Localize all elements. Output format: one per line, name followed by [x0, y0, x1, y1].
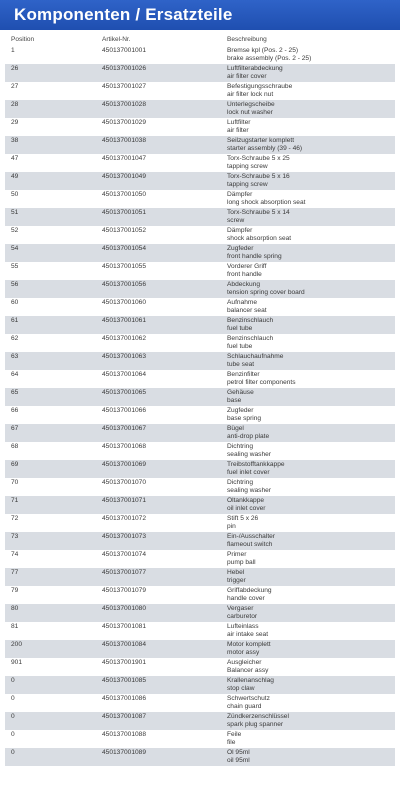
- article-number-cell: 450137001060: [102, 299, 147, 306]
- article-number-cell: 450137001027: [102, 83, 147, 90]
- description-cell: [227, 550, 395, 568]
- description-cell: [227, 748, 395, 766]
- position-cell: 0: [11, 695, 15, 702]
- description-english: tension spring cover board: [227, 289, 305, 296]
- table-row: [5, 730, 395, 748]
- article-number-cell: 450137001074: [102, 551, 147, 558]
- description-german: Treibstofftankkappe: [227, 461, 285, 468]
- description-german: Zündkerzenschlüssel: [227, 713, 289, 720]
- description-cell: [227, 280, 395, 298]
- article-number-cell: 450137001054: [102, 245, 147, 252]
- description-cell: [227, 82, 395, 100]
- article-number-cell: 450137001088: [102, 731, 147, 738]
- table-row: [5, 352, 395, 370]
- article-number-cell: 450137001001: [102, 47, 147, 54]
- description-english: lock nut washer: [227, 109, 273, 116]
- column-header-position: Position: [11, 36, 35, 43]
- description-english: flameout switch: [227, 541, 273, 548]
- position-cell: 68: [11, 443, 19, 450]
- position-cell: 61: [11, 317, 19, 324]
- table-row: [5, 262, 395, 280]
- article-number-cell: 450137001038: [102, 137, 147, 144]
- description-cell: [227, 352, 395, 370]
- table-row: [5, 478, 395, 496]
- table-row: [5, 244, 395, 262]
- description-german: Ein-/Ausschalter: [227, 533, 276, 540]
- position-cell: 74: [11, 551, 19, 558]
- article-number-cell: 450137001051: [102, 209, 147, 216]
- article-number-cell: 450137001064: [102, 371, 147, 378]
- position-cell: 54: [11, 245, 19, 252]
- description-english: starter assembly (39 - 46): [227, 145, 303, 152]
- position-cell: 56: [11, 281, 19, 288]
- description-cell: [227, 532, 395, 550]
- position-cell: 29: [11, 119, 19, 126]
- description-german: Dichtring: [227, 443, 254, 450]
- description-english: screw: [227, 217, 245, 224]
- article-number-cell: 450137001062: [102, 335, 147, 342]
- description-english: tube seat: [227, 361, 255, 368]
- table-row: [5, 208, 395, 226]
- description-english: front handle spring: [227, 253, 282, 260]
- table-row: [5, 748, 395, 766]
- table-row: [5, 712, 395, 730]
- page-title: Komponenten / Ersatzteile: [0, 0, 400, 30]
- article-number-cell: 450137001065: [102, 389, 147, 396]
- position-cell: 901: [11, 659, 23, 666]
- description-german: Gehäuse: [227, 389, 254, 396]
- description-cell: [227, 568, 395, 586]
- description-cell: [227, 208, 395, 226]
- description-cell: [227, 460, 395, 478]
- position-cell: 200: [11, 641, 23, 648]
- article-number-cell: 450137001067: [102, 425, 147, 432]
- description-cell: [227, 586, 395, 604]
- position-cell: 0: [11, 731, 15, 738]
- parts-table: [5, 34, 395, 766]
- position-cell: 65: [11, 389, 19, 396]
- description-english: file: [227, 739, 236, 746]
- position-cell: 0: [11, 677, 15, 684]
- description-cell: [227, 136, 395, 154]
- description-english: brake assembly (Pos. 2 - 25): [227, 55, 312, 62]
- table-row: [5, 658, 395, 676]
- article-number-cell: 450137001089: [102, 749, 147, 756]
- description-english: air intake seat: [227, 631, 269, 638]
- description-english: tapping screw: [227, 181, 268, 188]
- description-english: base spring: [227, 415, 262, 422]
- description-english: pump ball: [227, 559, 256, 566]
- description-cell: [227, 118, 395, 136]
- description-english: air filter: [227, 127, 249, 134]
- position-cell: 63: [11, 353, 19, 360]
- table-row: [5, 370, 395, 388]
- position-cell: 26: [11, 65, 19, 72]
- description-english: sealing washer: [227, 487, 271, 494]
- position-cell: 51: [11, 209, 19, 216]
- description-german: Griffabdeckung: [227, 587, 272, 594]
- description-cell: [227, 712, 395, 730]
- table-row: [5, 496, 395, 514]
- description-cell: [227, 64, 395, 82]
- position-cell: 70: [11, 479, 19, 486]
- description-cell: [227, 442, 395, 460]
- description-cell: [227, 388, 395, 406]
- position-cell: 77: [11, 569, 19, 576]
- description-cell: [227, 478, 395, 496]
- description-german: Seilzugstarter komplett: [227, 137, 295, 144]
- table-row: [5, 64, 395, 82]
- description-cell: [227, 100, 395, 118]
- article-number-cell: 450137001072: [102, 515, 147, 522]
- description-cell: [227, 658, 395, 676]
- description-english: fuel tube: [227, 343, 253, 350]
- position-cell: 38: [11, 137, 19, 144]
- table-body: [5, 46, 395, 766]
- table-row: [5, 118, 395, 136]
- description-cell: [227, 46, 395, 64]
- article-number-cell: 450137001026: [102, 65, 147, 72]
- position-cell: 0: [11, 749, 15, 756]
- table-row: [5, 640, 395, 658]
- article-number-cell: 450137001052: [102, 227, 147, 234]
- description-german: Torx-Schraube 5 x 16: [227, 173, 290, 180]
- description-german: Stift 5 x 26: [227, 515, 259, 522]
- article-number-cell: 450137001086: [102, 695, 147, 702]
- table-row: [5, 154, 395, 172]
- description-english: Balancer assy: [227, 667, 269, 674]
- column-header-description: Beschreibung: [227, 36, 267, 43]
- article-number-cell: 450137001070: [102, 479, 147, 486]
- table-row: [5, 604, 395, 622]
- description-cell: [227, 604, 395, 622]
- description-german: Aufnahme: [227, 299, 258, 306]
- table-row: [5, 694, 395, 712]
- table-row: [5, 190, 395, 208]
- table-row: [5, 82, 395, 100]
- description-german: Bremse kpl (Pos. 2 - 25): [227, 47, 299, 54]
- description-cell: [227, 316, 395, 334]
- table-row: [5, 406, 395, 424]
- article-number-cell: 450137001066: [102, 407, 147, 414]
- description-german: Krallenanschlag: [227, 677, 274, 684]
- description-german: Luftfilterabdeckung: [227, 65, 283, 72]
- description-cell: [227, 154, 395, 172]
- table-row: [5, 388, 395, 406]
- article-number-cell: 450137001079: [102, 587, 147, 594]
- description-german: Unterlegscheibe: [227, 101, 275, 108]
- description-english: long shock absorption seat: [227, 199, 306, 206]
- description-cell: [227, 334, 395, 352]
- description-cell: [227, 514, 395, 532]
- description-english: oil inlet cover: [227, 505, 266, 512]
- description-german: Schwertschutz: [227, 695, 270, 702]
- description-german: Ausgleicher: [227, 659, 262, 666]
- position-cell: 55: [11, 263, 19, 270]
- description-cell: [227, 730, 395, 748]
- description-cell: [227, 676, 395, 694]
- article-number-cell: 450137001901: [102, 659, 147, 666]
- description-german: Lufteinlass: [227, 623, 259, 630]
- position-cell: 49: [11, 173, 19, 180]
- description-german: Vergaser: [227, 605, 254, 612]
- description-english: air filter lock nut: [227, 91, 274, 98]
- position-cell: 28: [11, 101, 19, 108]
- article-number-cell: 450137001061: [102, 317, 147, 324]
- position-cell: 1: [11, 47, 15, 54]
- description-english: chain guard: [227, 703, 262, 710]
- table-row: [5, 514, 395, 532]
- article-number-cell: 450137001073: [102, 533, 147, 540]
- position-cell: 47: [11, 155, 19, 162]
- description-german: Öl 95ml: [227, 749, 250, 756]
- table-row: [5, 100, 395, 118]
- article-number-cell: 450137001085: [102, 677, 147, 684]
- description-cell: [227, 424, 395, 442]
- description-cell: [227, 262, 395, 280]
- description-german: Vorderer Griff: [227, 263, 267, 270]
- article-number-cell: 450137001081: [102, 623, 147, 630]
- description-german: Benzinschlauch: [227, 335, 274, 342]
- position-cell: 66: [11, 407, 19, 414]
- table-header: [5, 34, 395, 46]
- description-cell: [227, 226, 395, 244]
- description-german: Motor komplett: [227, 641, 271, 648]
- description-english: fuel inlet cover: [227, 469, 270, 476]
- position-cell: 80: [11, 605, 19, 612]
- description-english: petrol filter components: [227, 379, 296, 386]
- article-number-cell: 450137001069: [102, 461, 147, 468]
- position-cell: 72: [11, 515, 19, 522]
- description-cell: [227, 244, 395, 262]
- description-english: trigger: [227, 577, 246, 584]
- table-row: [5, 460, 395, 478]
- description-german: Bügel: [227, 425, 244, 432]
- table-row: [5, 676, 395, 694]
- description-german: Benzinfilter: [227, 371, 260, 378]
- position-cell: 67: [11, 425, 19, 432]
- position-cell: 71: [11, 497, 19, 504]
- position-cell: 62: [11, 335, 19, 342]
- table-row: [5, 532, 395, 550]
- description-german: Zugfeder: [227, 245, 254, 252]
- position-cell: 81: [11, 623, 19, 630]
- table-row: [5, 622, 395, 640]
- description-german: Hebel: [227, 569, 245, 576]
- description-english: pin: [227, 523, 236, 530]
- position-cell: 64: [11, 371, 19, 378]
- description-cell: [227, 496, 395, 514]
- table-row: [5, 136, 395, 154]
- table-row: [5, 226, 395, 244]
- article-number-cell: 450137001055: [102, 263, 147, 270]
- description-english: base: [227, 397, 242, 404]
- table-row: [5, 550, 395, 568]
- table-row: [5, 586, 395, 604]
- description-german: Zugfeder: [227, 407, 254, 414]
- description-english: tapping screw: [227, 163, 268, 170]
- position-cell: 79: [11, 587, 19, 594]
- table-row: [5, 568, 395, 586]
- table-row: [5, 316, 395, 334]
- description-english: front handle: [227, 271, 262, 278]
- description-english: anti-drop plate: [227, 433, 270, 440]
- description-cell: [227, 694, 395, 712]
- description-cell: [227, 622, 395, 640]
- description-german: Befestigungsschraube: [227, 83, 293, 90]
- description-english: motor assy: [227, 649, 260, 656]
- description-english: air filter cover: [227, 73, 267, 80]
- description-cell: [227, 298, 395, 316]
- position-cell: 0: [11, 713, 15, 720]
- description-english: sealing washer: [227, 451, 271, 458]
- description-german: Dämpfer: [227, 191, 253, 198]
- description-cell: [227, 406, 395, 424]
- article-number-cell: 450137001050: [102, 191, 147, 198]
- description-german: Torx-Schraube 5 x 14: [227, 209, 290, 216]
- article-number-cell: 450137001087: [102, 713, 147, 720]
- table-row: [5, 298, 395, 316]
- table-row: [5, 46, 395, 64]
- position-cell: 52: [11, 227, 19, 234]
- description-english: stop claw: [227, 685, 255, 692]
- article-number-cell: 450137001071: [102, 497, 147, 504]
- description-german: Abdeckung: [227, 281, 260, 288]
- description-german: Öltankkappe: [227, 497, 265, 504]
- description-english: carburetor: [227, 613, 258, 620]
- description-english: spark plug spanner: [227, 721, 284, 728]
- article-number-cell: 450137001029: [102, 119, 147, 126]
- description-german: Torx-Schraube 5 x 25: [227, 155, 290, 162]
- position-cell: 73: [11, 533, 19, 540]
- description-german: Schlauchaufnahme: [227, 353, 284, 360]
- table-row: [5, 172, 395, 190]
- table-row: [5, 280, 395, 298]
- description-cell: [227, 640, 395, 658]
- table-row: [5, 424, 395, 442]
- description-english: fuel tube: [227, 325, 253, 332]
- description-german: Benzinschlauch: [227, 317, 274, 324]
- article-number-cell: 450137001084: [102, 641, 147, 648]
- article-number-cell: 450137001047: [102, 155, 147, 162]
- description-cell: [227, 190, 395, 208]
- article-number-cell: 450137001077: [102, 569, 147, 576]
- description-german: Dichtring: [227, 479, 254, 486]
- column-header-article: Artikel-Nr.: [102, 36, 131, 43]
- article-number-cell: 450137001049: [102, 173, 147, 180]
- article-number-cell: 450137001056: [102, 281, 147, 288]
- description-english: balancer seat: [227, 307, 267, 314]
- table-row: [5, 334, 395, 352]
- description-german: Luftfilter: [227, 119, 251, 126]
- description-cell: [227, 370, 395, 388]
- description-english: oil 95ml: [227, 757, 250, 764]
- position-cell: 50: [11, 191, 19, 198]
- article-number-cell: 450137001028: [102, 101, 147, 108]
- article-number-cell: 450137001068: [102, 443, 147, 450]
- position-cell: 69: [11, 461, 19, 468]
- table-row: [5, 442, 395, 460]
- description-german: Dämpfer: [227, 227, 253, 234]
- description-german: Primer: [227, 551, 247, 558]
- article-number-cell: 450137001080: [102, 605, 147, 612]
- description-english: shock absorption seat: [227, 235, 292, 242]
- description-english: handle cover: [227, 595, 265, 602]
- description-cell: [227, 172, 395, 190]
- position-cell: 60: [11, 299, 19, 306]
- position-cell: 27: [11, 83, 19, 90]
- article-number-cell: 450137001063: [102, 353, 147, 360]
- description-german: Feile: [227, 731, 242, 738]
